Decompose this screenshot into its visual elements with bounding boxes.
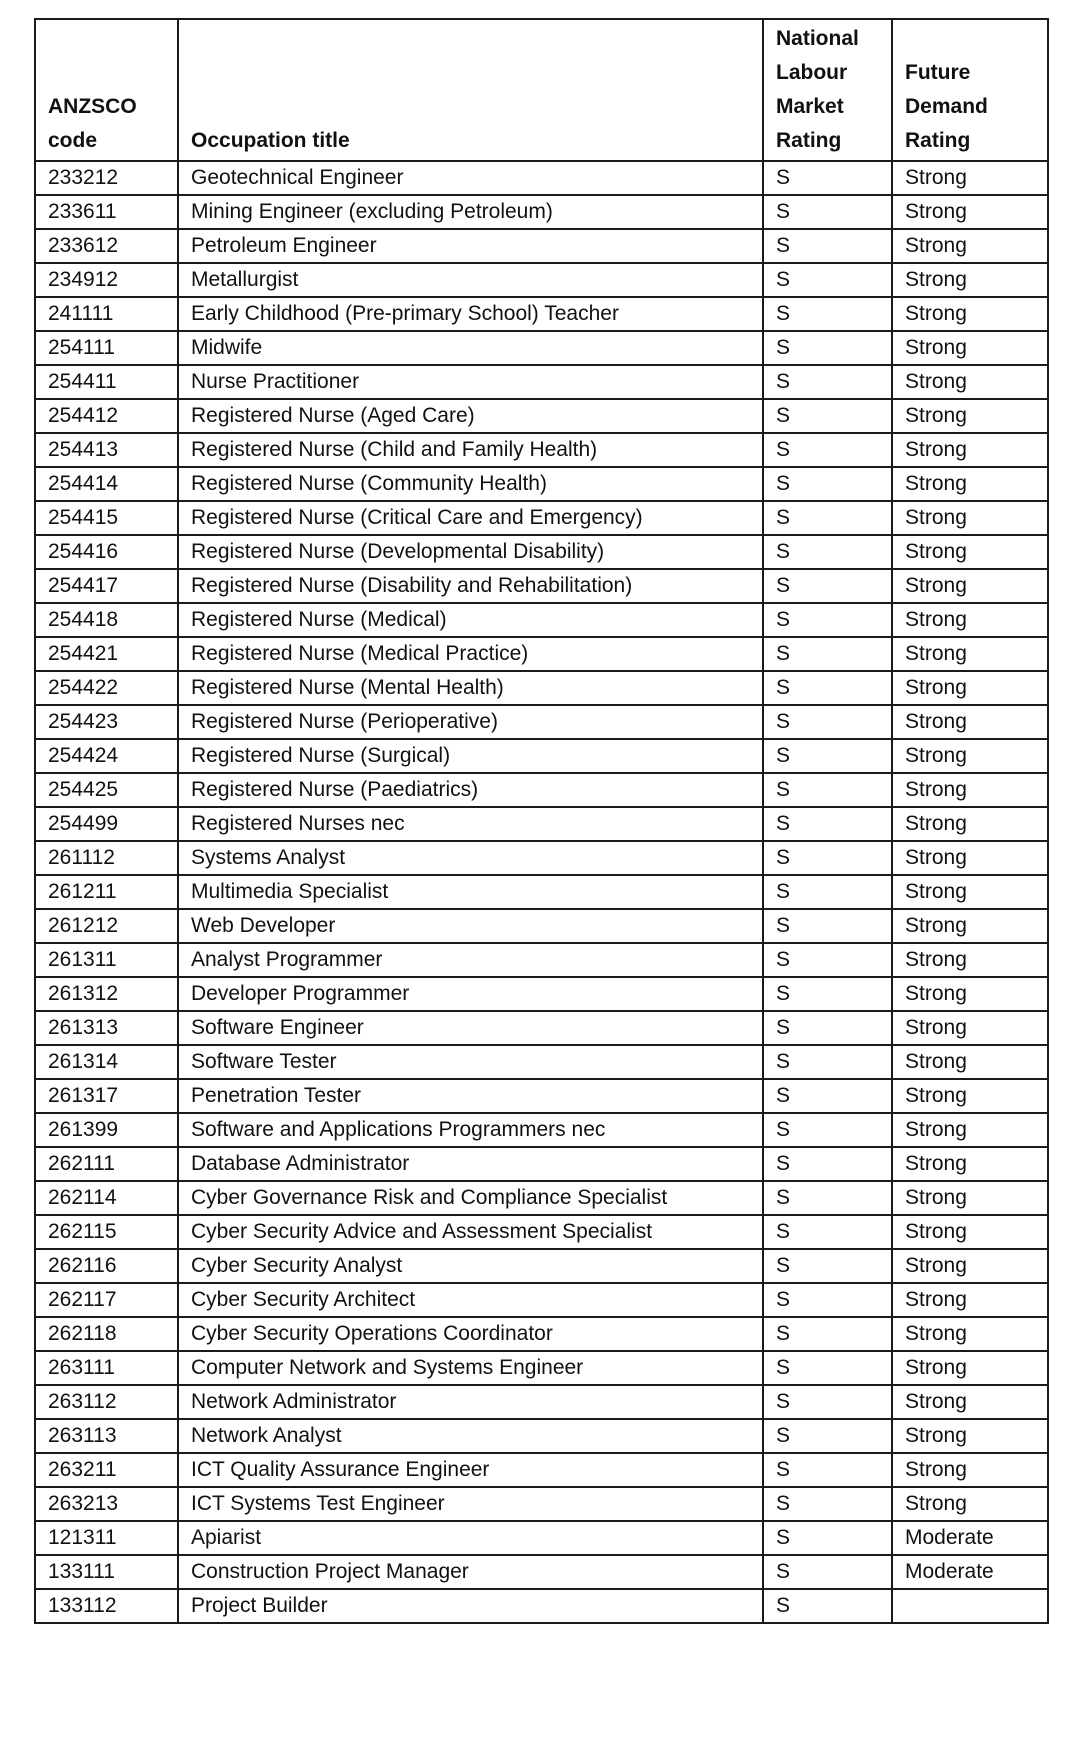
future-demand-rating-cell: Strong bbox=[892, 195, 1048, 229]
anzsco-code-cell: 262111 bbox=[35, 1147, 178, 1181]
future-demand-rating-cell: Strong bbox=[892, 1249, 1048, 1283]
labour-market-rating-cell: S bbox=[763, 1113, 892, 1147]
table-row bbox=[35, 1147, 1048, 1181]
occupation-title-cell: Computer Network and Systems Engineer bbox=[178, 1351, 763, 1385]
anzsco-code-cell: 254423 bbox=[35, 705, 178, 739]
future-demand-rating-cell: Strong bbox=[892, 467, 1048, 501]
anzsco-code-cell: 254421 bbox=[35, 637, 178, 671]
table-row bbox=[35, 1419, 1048, 1453]
table-row bbox=[35, 1453, 1048, 1487]
anzsco-code-cell: 234912 bbox=[35, 263, 178, 297]
anzsco-code-cell: 262116 bbox=[35, 1249, 178, 1283]
occupation-title-cell: Nurse Practitioner bbox=[178, 365, 763, 399]
labour-market-rating-cell: S bbox=[763, 501, 892, 535]
labour-market-rating-cell: S bbox=[763, 569, 892, 603]
future-demand-rating-cell: Strong bbox=[892, 1385, 1048, 1419]
anzsco-code-cell: 133111 bbox=[35, 1555, 178, 1589]
table-row bbox=[35, 739, 1048, 773]
anzsco-code-cell: 263113 bbox=[35, 1419, 178, 1453]
table-row bbox=[35, 1011, 1048, 1045]
occupation-title-cell: Database Administrator bbox=[178, 1147, 763, 1181]
future-demand-rating-cell: Strong bbox=[892, 569, 1048, 603]
anzsco-code-cell: 254424 bbox=[35, 739, 178, 773]
future-demand-rating-cell: Strong bbox=[892, 399, 1048, 433]
table-row bbox=[35, 1317, 1048, 1351]
labour-market-rating-cell: S bbox=[763, 467, 892, 501]
anzsco-code-cell: 262118 bbox=[35, 1317, 178, 1351]
future-demand-rating-cell: Strong bbox=[892, 365, 1048, 399]
occupation-title-cell: Registered Nurse (Disability and Rehabilitation) bbox=[178, 569, 763, 603]
labour-market-rating-cell: S bbox=[763, 807, 892, 841]
future-demand-rating-cell: Strong bbox=[892, 1215, 1048, 1249]
occupation-title-cell: Multimedia Specialist bbox=[178, 875, 763, 909]
future-demand-rating-cell: Strong bbox=[892, 875, 1048, 909]
occupation-title-cell: Penetration Tester bbox=[178, 1079, 763, 1113]
future-demand-rating-cell: Strong bbox=[892, 1351, 1048, 1385]
occupation-title-cell: Software Engineer bbox=[178, 1011, 763, 1045]
anzsco-code-cell: 261312 bbox=[35, 977, 178, 1011]
occupation-title-cell: Construction Project Manager bbox=[178, 1555, 763, 1589]
occupation-table bbox=[34, 18, 1049, 1624]
table-row bbox=[35, 365, 1048, 399]
future-demand-rating-cell: Strong bbox=[892, 535, 1048, 569]
labour-market-rating-cell: S bbox=[763, 909, 892, 943]
table-row bbox=[35, 1555, 1048, 1589]
future-demand-rating-cell: Strong bbox=[892, 331, 1048, 365]
future-demand-rating-cell: Strong bbox=[892, 297, 1048, 331]
table-row bbox=[35, 501, 1048, 535]
anzsco-code-cell: 254416 bbox=[35, 535, 178, 569]
future-demand-rating-cell: Strong bbox=[892, 1079, 1048, 1113]
future-demand-rating-cell: Strong bbox=[892, 739, 1048, 773]
anzsco-code-cell: 262115 bbox=[35, 1215, 178, 1249]
anzsco-code-cell: 254418 bbox=[35, 603, 178, 637]
table-row bbox=[35, 841, 1048, 875]
future-demand-rating-cell: Strong bbox=[892, 1181, 1048, 1215]
occupation-title-cell: Registered Nurse (Critical Care and Emergency) bbox=[178, 501, 763, 535]
table-body bbox=[35, 161, 1048, 1623]
labour-market-rating-cell: S bbox=[763, 1351, 892, 1385]
occupation-title-cell: Registered Nurse (Medical) bbox=[178, 603, 763, 637]
anzsco-code-cell: 263111 bbox=[35, 1351, 178, 1385]
table-row bbox=[35, 263, 1048, 297]
labour-market-rating-cell: S bbox=[763, 365, 892, 399]
anzsco-code-cell: 133112 bbox=[35, 1589, 178, 1623]
anzsco-code-cell: 254417 bbox=[35, 569, 178, 603]
anzsco-code-cell: 263213 bbox=[35, 1487, 178, 1521]
anzsco-code-cell: 233611 bbox=[35, 195, 178, 229]
table-row bbox=[35, 1181, 1048, 1215]
anzsco-code-cell: 254413 bbox=[35, 433, 178, 467]
labour-market-rating-cell: S bbox=[763, 1487, 892, 1521]
occupation-title-cell: Registered Nurses nec bbox=[178, 807, 763, 841]
anzsco-code-cell: 261399 bbox=[35, 1113, 178, 1147]
labour-market-rating-cell: S bbox=[763, 603, 892, 637]
table-row bbox=[35, 1249, 1048, 1283]
anzsco-code-cell: 261314 bbox=[35, 1045, 178, 1079]
occupation-title-cell: Apiarist bbox=[178, 1521, 763, 1555]
header-row bbox=[35, 19, 1048, 161]
labour-market-rating-cell: S bbox=[763, 229, 892, 263]
table-row bbox=[35, 1079, 1048, 1113]
table-row bbox=[35, 1487, 1048, 1521]
anzsco-code-cell: 254111 bbox=[35, 331, 178, 365]
occupation-title-cell: Cyber Security Advice and Assessment Specialist bbox=[178, 1215, 763, 1249]
table-row bbox=[35, 1521, 1048, 1555]
table-row bbox=[35, 1113, 1048, 1147]
labour-market-rating-cell: S bbox=[763, 977, 892, 1011]
anzsco-code-cell: 261317 bbox=[35, 1079, 178, 1113]
table-row bbox=[35, 331, 1048, 365]
anzsco-code-cell: 261313 bbox=[35, 1011, 178, 1045]
labour-market-rating-cell: S bbox=[763, 433, 892, 467]
anzsco-code-cell: 262114 bbox=[35, 1181, 178, 1215]
labour-market-rating-cell: S bbox=[763, 195, 892, 229]
anzsco-code-cell: 254425 bbox=[35, 773, 178, 807]
labour-market-rating-cell: S bbox=[763, 773, 892, 807]
table-row bbox=[35, 875, 1048, 909]
labour-market-rating-cell: S bbox=[763, 1079, 892, 1113]
occupation-title-cell: Registered Nurse (Medical Practice) bbox=[178, 637, 763, 671]
header-national-labour-market-rating: National Labour Market Rating bbox=[763, 19, 892, 161]
table-row bbox=[35, 297, 1048, 331]
future-demand-rating-cell: Strong bbox=[892, 501, 1048, 535]
labour-market-rating-cell: S bbox=[763, 1283, 892, 1317]
anzsco-code-cell: 254412 bbox=[35, 399, 178, 433]
table-row bbox=[35, 229, 1048, 263]
labour-market-rating-cell: S bbox=[763, 1011, 892, 1045]
anzsco-code-cell: 261211 bbox=[35, 875, 178, 909]
occupation-title-cell: Registered Nurse (Aged Care) bbox=[178, 399, 763, 433]
occupation-title-cell: Metallurgist bbox=[178, 263, 763, 297]
future-demand-rating-cell: Moderate bbox=[892, 1555, 1048, 1589]
bottom-right-fade-overlay bbox=[770, 1690, 1070, 1743]
occupation-title-cell: Network Analyst bbox=[178, 1419, 763, 1453]
occupation-title-cell: Midwife bbox=[178, 331, 763, 365]
future-demand-rating-cell: Strong bbox=[892, 603, 1048, 637]
table-row bbox=[35, 705, 1048, 739]
future-demand-rating-cell: Strong bbox=[892, 977, 1048, 1011]
future-demand-rating-cell: Strong bbox=[892, 1283, 1048, 1317]
future-demand-rating-cell: Strong bbox=[892, 1453, 1048, 1487]
future-demand-rating-cell: Strong bbox=[892, 161, 1048, 195]
occupation-title-cell: Registered Nurse (Mental Health) bbox=[178, 671, 763, 705]
labour-market-rating-cell: S bbox=[763, 875, 892, 909]
table-row bbox=[35, 603, 1048, 637]
future-demand-rating-cell: Strong bbox=[892, 909, 1048, 943]
future-demand-rating-cell: Strong bbox=[892, 841, 1048, 875]
occupation-title-cell: Cyber Security Analyst bbox=[178, 1249, 763, 1283]
occupation-title-cell: Developer Programmer bbox=[178, 977, 763, 1011]
labour-market-rating-cell: S bbox=[763, 161, 892, 195]
labour-market-rating-cell: S bbox=[763, 1215, 892, 1249]
anzsco-code-cell: 262117 bbox=[35, 1283, 178, 1317]
future-demand-rating-cell: Strong bbox=[892, 671, 1048, 705]
anzsco-code-cell: 233212 bbox=[35, 161, 178, 195]
future-demand-rating-cell: Strong bbox=[892, 229, 1048, 263]
future-demand-rating-cell: Strong bbox=[892, 1011, 1048, 1045]
future-demand-rating-cell: Strong bbox=[892, 637, 1048, 671]
occupation-title-cell: Software Tester bbox=[178, 1045, 763, 1079]
table-row bbox=[35, 1589, 1048, 1623]
occupation-title-cell: Registered Nurse (Developmental Disability) bbox=[178, 535, 763, 569]
occupation-title-cell: Analyst Programmer bbox=[178, 943, 763, 977]
labour-market-rating-cell: S bbox=[763, 841, 892, 875]
labour-market-rating-cell: S bbox=[763, 1555, 892, 1589]
anzsco-code-cell: 261212 bbox=[35, 909, 178, 943]
table-row bbox=[35, 1385, 1048, 1419]
table-row bbox=[35, 773, 1048, 807]
future-demand-rating-cell bbox=[892, 1589, 1048, 1623]
table-row bbox=[35, 977, 1048, 1011]
future-demand-rating-cell: Moderate bbox=[892, 1521, 1048, 1555]
occupation-title-cell: Cyber Governance Risk and Compliance Specialist bbox=[178, 1181, 763, 1215]
anzsco-code-cell: 121311 bbox=[35, 1521, 178, 1555]
labour-market-rating-cell: S bbox=[763, 331, 892, 365]
future-demand-rating-cell: Strong bbox=[892, 1113, 1048, 1147]
labour-market-rating-cell: S bbox=[763, 671, 892, 705]
occupation-title-cell: Systems Analyst bbox=[178, 841, 763, 875]
labour-market-rating-cell: S bbox=[763, 739, 892, 773]
occupation-title-cell: Software and Applications Programmers nec bbox=[178, 1113, 763, 1147]
labour-market-rating-cell: S bbox=[763, 943, 892, 977]
occupation-title-cell: Registered Nurse (Surgical) bbox=[178, 739, 763, 773]
anzsco-code-cell: 261112 bbox=[35, 841, 178, 875]
document-page bbox=[34, 18, 1049, 1624]
anzsco-code-cell: 261311 bbox=[35, 943, 178, 977]
anzsco-code-cell: 254415 bbox=[35, 501, 178, 535]
labour-market-rating-cell: S bbox=[763, 1453, 892, 1487]
table-row bbox=[35, 195, 1048, 229]
future-demand-rating-cell: Strong bbox=[892, 773, 1048, 807]
table-row bbox=[35, 909, 1048, 943]
labour-market-rating-cell: S bbox=[763, 1249, 892, 1283]
labour-market-rating-cell: S bbox=[763, 1181, 892, 1215]
future-demand-rating-cell: Strong bbox=[892, 1147, 1048, 1181]
occupation-title-cell: Geotechnical Engineer bbox=[178, 161, 763, 195]
anzsco-code-cell: 254499 bbox=[35, 807, 178, 841]
header-anzsco-code: ANZSCO code bbox=[35, 19, 178, 161]
occupation-title-cell: Registered Nurse (Community Health) bbox=[178, 467, 763, 501]
future-demand-rating-cell: Strong bbox=[892, 705, 1048, 739]
table-row bbox=[35, 1351, 1048, 1385]
occupation-title-cell: Network Administrator bbox=[178, 1385, 763, 1419]
table-row bbox=[35, 637, 1048, 671]
occupation-title-cell: Mining Engineer (excluding Petroleum) bbox=[178, 195, 763, 229]
table-row bbox=[35, 1283, 1048, 1317]
occupation-title-cell: Petroleum Engineer bbox=[178, 229, 763, 263]
table-row bbox=[35, 399, 1048, 433]
table-row bbox=[35, 943, 1048, 977]
table-row bbox=[35, 1045, 1048, 1079]
future-demand-rating-cell: Strong bbox=[892, 1487, 1048, 1521]
anzsco-code-cell: 263112 bbox=[35, 1385, 178, 1419]
labour-market-rating-cell: S bbox=[763, 399, 892, 433]
labour-market-rating-cell: S bbox=[763, 705, 892, 739]
labour-market-rating-cell: S bbox=[763, 1521, 892, 1555]
labour-market-rating-cell: S bbox=[763, 263, 892, 297]
labour-market-rating-cell: S bbox=[763, 1045, 892, 1079]
labour-market-rating-cell: S bbox=[763, 297, 892, 331]
occupation-title-cell: Cyber Security Operations Coordinator bbox=[178, 1317, 763, 1351]
anzsco-code-cell: 254414 bbox=[35, 467, 178, 501]
table-row bbox=[35, 535, 1048, 569]
labour-market-rating-cell: S bbox=[763, 535, 892, 569]
table-row bbox=[35, 433, 1048, 467]
anzsco-code-cell: 254411 bbox=[35, 365, 178, 399]
future-demand-rating-cell: Strong bbox=[892, 943, 1048, 977]
future-demand-rating-cell: Strong bbox=[892, 263, 1048, 297]
occupation-title-cell: ICT Quality Assurance Engineer bbox=[178, 1453, 763, 1487]
occupation-title-cell: Cyber Security Architect bbox=[178, 1283, 763, 1317]
anzsco-code-cell: 233612 bbox=[35, 229, 178, 263]
header-occupation-title: Occupation title bbox=[178, 19, 763, 161]
occupation-title-cell: Early Childhood (Pre-primary School) Teacher bbox=[178, 297, 763, 331]
future-demand-rating-cell: Strong bbox=[892, 1045, 1048, 1079]
table-row bbox=[35, 671, 1048, 705]
anzsco-code-cell: 241111 bbox=[35, 297, 178, 331]
table-row bbox=[35, 1215, 1048, 1249]
table-row bbox=[35, 807, 1048, 841]
occupation-title-cell: Web Developer bbox=[178, 909, 763, 943]
labour-market-rating-cell: S bbox=[763, 1147, 892, 1181]
future-demand-rating-cell: Strong bbox=[892, 1317, 1048, 1351]
labour-market-rating-cell: S bbox=[763, 637, 892, 671]
occupation-title-cell: Registered Nurse (Paediatrics) bbox=[178, 773, 763, 807]
header-future-demand-rating: Future Demand Rating bbox=[892, 19, 1048, 161]
occupation-title-cell: Registered Nurse (Perioperative) bbox=[178, 705, 763, 739]
future-demand-rating-cell: Strong bbox=[892, 433, 1048, 467]
labour-market-rating-cell: S bbox=[763, 1589, 892, 1623]
occupation-title-cell: Project Builder bbox=[178, 1589, 763, 1623]
future-demand-rating-cell: Strong bbox=[892, 1419, 1048, 1453]
anzsco-code-cell: 254422 bbox=[35, 671, 178, 705]
anzsco-code-cell: 263211 bbox=[35, 1453, 178, 1487]
table-row bbox=[35, 161, 1048, 195]
table-row bbox=[35, 467, 1048, 501]
occupation-title-cell: Registered Nurse (Child and Family Health) bbox=[178, 433, 763, 467]
labour-market-rating-cell: S bbox=[763, 1385, 892, 1419]
table-row bbox=[35, 569, 1048, 603]
labour-market-rating-cell: S bbox=[763, 1317, 892, 1351]
future-demand-rating-cell: Strong bbox=[892, 807, 1048, 841]
labour-market-rating-cell: S bbox=[763, 1419, 892, 1453]
occupation-title-cell: ICT Systems Test Engineer bbox=[178, 1487, 763, 1521]
